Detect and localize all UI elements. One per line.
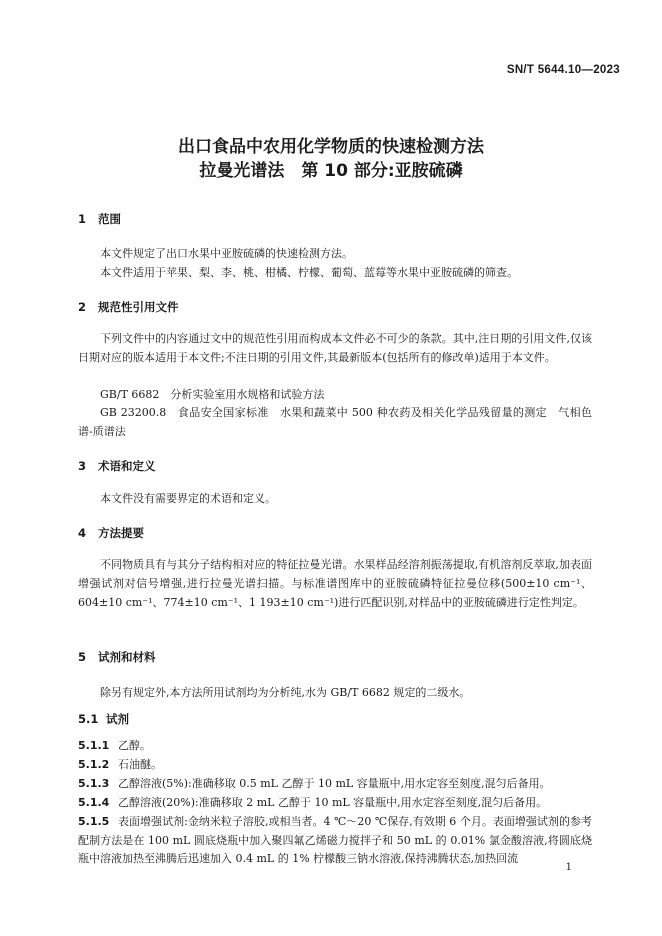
paragraph: 本文件规定了出口水果中亚胺硫磷的快速检测方法。 (100, 247, 353, 260)
reagent-item: 5.1.5 表面增强试剂:金纳米粒子溶胶,或相当者。4 ℃～20 ℃保存,有效期 6 个月。表面增强试剂的参考配制方法是在 100 mL 圆底烧瓶中加入聚四氟乙烯磁力搅拌子和 50 mL 的 0.01% 氯金酸溶液,将圆底烧瓶中溶液加热至沸腾后迅速加入 0.4 mL 的 1% 柠檬酸三钠水溶液,保持沸腾状态,加热回流 (78, 815, 592, 865)
reagent-item: 5.1.3 乙醇溶液(5%):准确移取 0.5 mL 乙醇于 10 mL 容量瓶中,用水定容至刻度,混匀后备用。 (78, 777, 551, 790)
document-title-line2: 拉曼光谱法 第 10 部分:亚胺硫磷 (199, 161, 463, 181)
section-heading-method-summary (78, 525, 144, 541)
section-title: 术语和定义 (98, 459, 156, 473)
section-title: 规范性引用文件 (98, 300, 179, 314)
section-number: 5 (78, 650, 87, 664)
section-number: 3 (78, 459, 87, 473)
paragraph: 除另有规定外,本方法所用试剂均为分析纯,水为 GB/T 6682 规定的二级水。 (100, 686, 471, 699)
paragraph: 不同物质具有与其分子结构相对应的特征拉曼光谱。水果样品经溶剂振荡提取,有机溶剂反萃取,加表面增强试剂对信号增强,进行拉曼光谱扫描。与标准谱图库中的亚胺硫磷特征拉曼位移(500±10 cm⁻¹、604±10 cm⁻¹、774±10 cm⁻¹、1 193±10 cm⁻¹)进行匹配识别,对样品中的亚胺硫磷进行定性判定。 (78, 558, 592, 609)
reference-item: GB/T 6682 分析实验室用水规格和试验方法 (100, 388, 325, 401)
subsection-heading-reagents (78, 711, 129, 727)
paragraph: 下列文件中的内容通过文中的规范性引用而构成本文件必不可少的条款。其中,注日期的引用文件,仅该日期对应的版本适用于本文件;不注日期的引用文件,其最新版本(包括所有的修改单)适用于本文件。 (78, 332, 592, 364)
document-title-line1: 出口食品中农用化学物质的快速检测方法 (178, 137, 484, 157)
reagent-item: 5.1.2 石油醚。 (78, 758, 162, 771)
reference-item: GB 23200.8 食品安全国家标准 水果和蔬菜中 500 种农药及相关化学品残留量的测定 气相色谱-质谱法 (78, 406, 592, 438)
section-heading-scope (78, 211, 121, 227)
page-number: 1 (565, 862, 572, 873)
section-number: 4 (78, 526, 87, 540)
section-title: 试剂和材料 (98, 650, 156, 664)
section-heading-normative-references (78, 299, 179, 315)
section-number: 2 (78, 300, 87, 314)
section-number: 5.1 (78, 712, 99, 726)
section-title: 范围 (98, 212, 121, 226)
section-heading-reagents (78, 649, 156, 665)
paragraph: 本文件适用于苹果、梨、李、桃、柑橘、柠檬、葡萄、蓝莓等水果中亚胺硫磷的筛查。 (100, 266, 518, 279)
standard-code: SN/T 5644.10—2023 (506, 64, 620, 76)
section-heading-terms (78, 458, 156, 474)
reagent-item: 5.1.1 乙醇。 (78, 739, 151, 752)
reagent-item: 5.1.4 乙醇溶液(20%):准确移取 2 mL 乙醇于 10 mL 容量瓶中,用水定容至刻度,混匀后备用。 (78, 796, 548, 809)
paragraph: 本文件没有需要界定的术语和定义。 (100, 492, 276, 505)
section-title: 方法提要 (98, 526, 144, 540)
section-title: 试剂 (106, 712, 129, 726)
section-number: 1 (78, 212, 87, 226)
